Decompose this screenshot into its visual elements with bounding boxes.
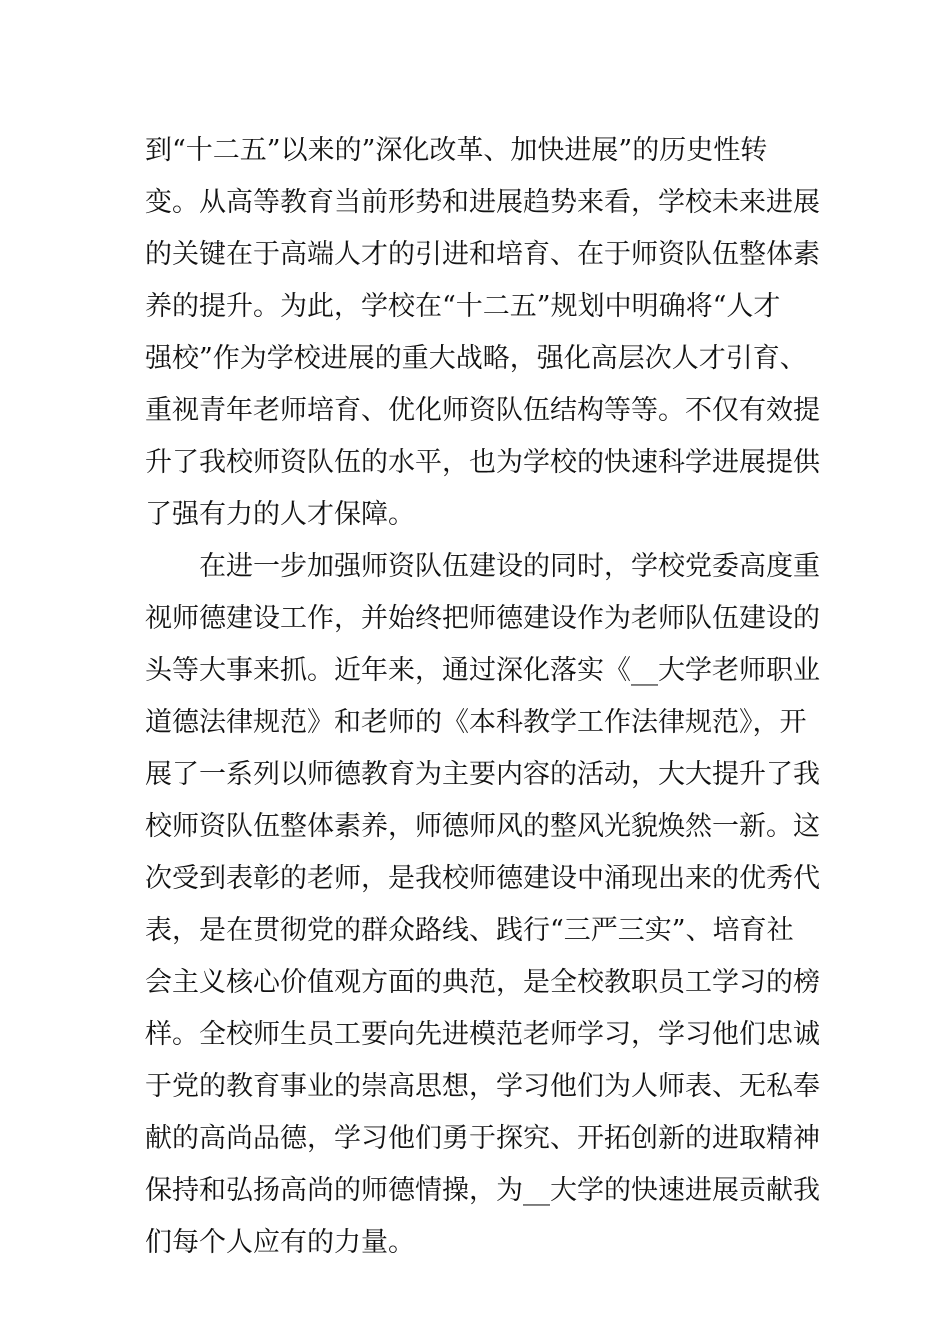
- text-line: 的关键在于高端人才的引进和培育、在于师资队伍整体素: [145, 239, 820, 270]
- text-line: 献的高尚品德，学习他们勇于探究、开拓创新的进取精神: [145, 1123, 820, 1154]
- text-line: 道德法律规范》和老师的《本科教学工作法律规范》，开: [145, 707, 807, 738]
- text-line: 保持和弘扬高尚的师德情操，为__大学的快速进展贡献我: [145, 1175, 820, 1206]
- text-line: 展了一系列以师德教育为主要内容的活动，大大提升了我: [145, 759, 820, 790]
- body-text: [145, 125, 820, 1269]
- text-line: 样。全校师生员工要向先进模范老师学习，学习他们忠诚: [145, 1019, 820, 1050]
- text-line: 头等大事来抓。近年来，通过深化落实《__大学老师职业: [145, 655, 820, 686]
- text-line: 重视青年老师培育、优化师资队伍结构等等。不仅有效提: [145, 395, 820, 426]
- text-line: 校师资队伍整体素养，师德师风的整风光貌焕然一新。这: [145, 811, 820, 842]
- paragraph-start-line: 在进一步加强师资队伍建设的同时，学校党委高度重: [199, 551, 820, 582]
- text-line: 了强有力的人才保障。: [145, 499, 415, 530]
- text-line: 变。从高等教育当前形势和进展趋势来看，学校未来进展: [145, 187, 820, 218]
- text-line: 会主义核心价值观方面的典范，是全校教职员工学习的榜: [145, 967, 820, 998]
- text-line: 到“十二五”以来的”深化改革、加快进展”的历史性转: [145, 135, 768, 166]
- text-line: 视师德建设工作，并始终把师德建设作为老师队伍建设的: [145, 603, 820, 634]
- text-line: 升了我校师资队伍的水平，也为学校的快速科学进展提供: [145, 447, 820, 478]
- text-line: 养的提升。为此，学校在“十二五”规划中明确将“人才: [145, 291, 781, 322]
- text-line: 强校”作为学校进展的重大战略，强化高层次人才引育、: [145, 343, 807, 374]
- text-line: 次受到表彰的老师，是我校师德建设中涌现出来的优秀代: [145, 863, 820, 894]
- text-line: 表，是在贯彻党的群众路线、践行“三严三实”、培育社: [145, 915, 794, 946]
- text-line: 们每个人应有的力量。: [145, 1227, 415, 1258]
- text-line: 于党的教育事业的崇高思想，学习他们为人师表、无私奉: [145, 1071, 820, 1102]
